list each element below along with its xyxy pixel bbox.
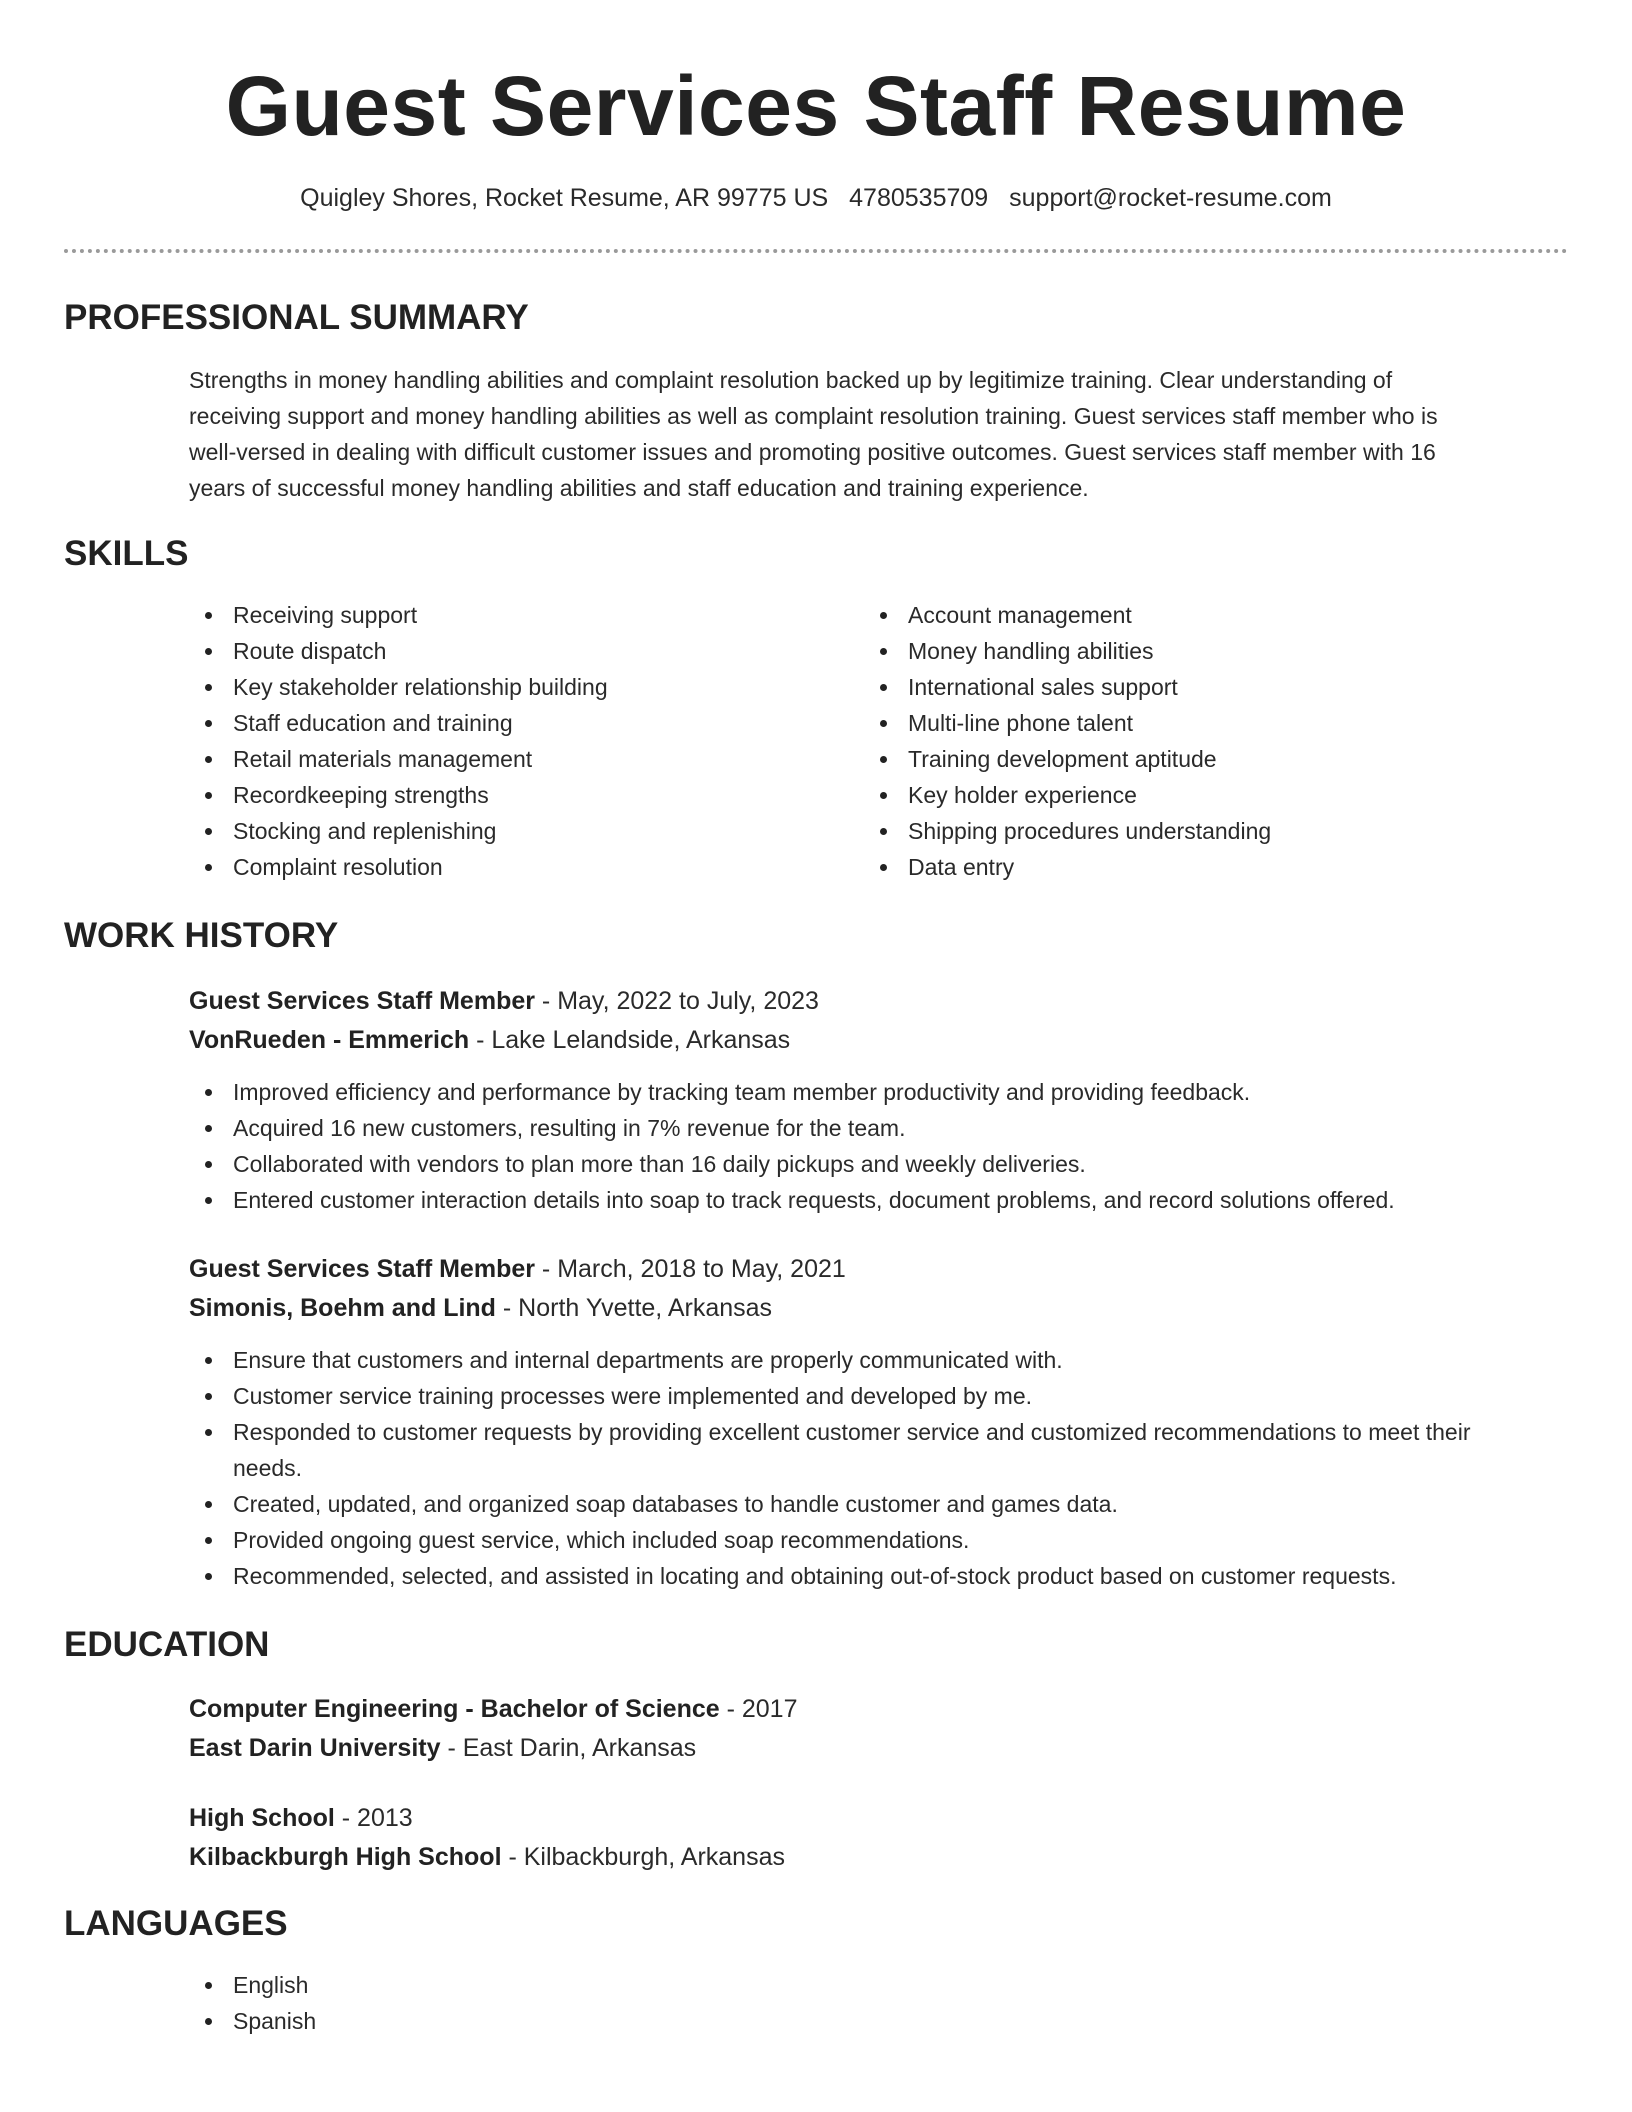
contact-phone: 4780535709: [849, 184, 989, 212]
job-dates: - March, 2018 to May, 2021: [534, 1255, 846, 1283]
education-degree: Computer Engineering - Bachelor of Science: [189, 1695, 720, 1723]
skill-item: Shipping procedures understanding: [864, 813, 1544, 849]
skill-item: Multi-line phone talent: [864, 705, 1544, 741]
skills-list-left: [189, 597, 829, 885]
education-year: - 2013: [334, 1804, 413, 1832]
skill-item: Receiving support: [189, 597, 829, 633]
skills-list-right: [864, 597, 1544, 885]
resume-title: Guest Services Staff Resume: [225, 59, 1407, 153]
education-school-line: [189, 1729, 696, 1767]
language-item: English: [189, 1967, 789, 2003]
skill-item: Key holder experience: [864, 777, 1544, 813]
skill-item: Staff education and training: [189, 705, 829, 741]
skill-item: Data entry: [864, 849, 1544, 885]
job-title-line: [189, 982, 819, 1020]
skill-item: Training development aptitude: [864, 741, 1544, 777]
section-title-skills: SKILLS: [64, 534, 189, 573]
job-bullet: Collaborated with vendors to plan more than 16 daily pickups and weekly deliveries.: [189, 1146, 1569, 1182]
education-location: - Kilbackburgh, Arkansas: [501, 1843, 785, 1871]
job-dates: - May, 2022 to July, 2023: [534, 987, 819, 1015]
job-bullet: Recommended, selected, and assisted in locating and obtaining out-of-stock product based on customer requests.: [189, 1558, 1519, 1594]
skill-item: Route dispatch: [189, 633, 829, 669]
job-location: - Lake Lelandside, Arkansas: [469, 1026, 791, 1054]
job-role: Guest Services Staff Member: [189, 987, 535, 1015]
summary-text: [189, 362, 1569, 506]
contact-line: [0, 180, 1632, 216]
education-location: - East Darin, Arkansas: [440, 1734, 697, 1762]
job-bullets: [189, 1074, 1569, 1218]
skill-item: Complaint resolution: [189, 849, 829, 885]
job-company-line: [189, 1289, 772, 1327]
education-school: Kilbackburgh High School: [189, 1843, 502, 1871]
skill-item: International sales support: [864, 669, 1544, 705]
section-title-work-history: WORK HISTORY: [64, 916, 339, 955]
summary-line: receiving support and money handling abilities as well as complaint resolution training. Guest services staff member who is: [189, 403, 1438, 429]
summary-line: well-versed in dealing with difficult customer issues and promoting positive outcomes. Guest services staff member with 16: [189, 439, 1436, 465]
section-title-summary: PROFESSIONAL SUMMARY: [64, 298, 529, 337]
skill-item: Stocking and replenishing: [189, 813, 829, 849]
education-degree-line: [189, 1690, 798, 1728]
summary-line: Strengths in money handling abilities and complaint resolution backed up by legitimize training. Clear understanding of: [189, 367, 1393, 393]
skill-item: Account management: [864, 597, 1544, 633]
skill-item: Key stakeholder relationship building: [189, 669, 829, 705]
header-divider: [64, 249, 1568, 253]
job-company: VonRueden - Emmerich: [189, 1026, 470, 1054]
language-item: Spanish: [189, 2003, 789, 2039]
job-bullet: Entered customer interaction details into soap to track requests, document problems, and record solutions offered.: [189, 1182, 1569, 1218]
job-bullet: Created, updated, and organized soap databases to handle customer and games data.: [189, 1486, 1519, 1522]
languages-list: [189, 1967, 789, 2039]
job-bullets: [189, 1342, 1519, 1594]
education-year: - 2017: [719, 1695, 798, 1723]
skill-item: Recordkeeping strengths: [189, 777, 829, 813]
job-bullet: Acquired 16 new customers, resulting in 7% revenue for the team.: [189, 1110, 1569, 1146]
job-company-line: [189, 1021, 790, 1059]
skill-item: Retail materials management: [189, 741, 829, 777]
summary-line: years of successful money handling abilities and staff education and training experience.: [189, 475, 1089, 501]
education-degree: High School: [189, 1804, 335, 1832]
section-title-education: EDUCATION: [64, 1625, 270, 1664]
job-bullet: Responded to customer requests by providing excellent customer service and customized recommendations to meet their needs.: [189, 1414, 1519, 1486]
education-school: East Darin University: [189, 1734, 441, 1762]
job-role: Guest Services Staff Member: [189, 1255, 535, 1283]
section-title-languages: LANGUAGES: [64, 1904, 288, 1943]
contact-email: support@rocket-resume.com: [1009, 184, 1332, 212]
contact-address: Quigley Shores, Rocket Resume, AR 99775 US: [300, 184, 829, 212]
job-bullet: Ensure that customers and internal departments are properly communicated with.: [189, 1342, 1519, 1378]
job-title-line: [189, 1250, 846, 1288]
education-school-line: [189, 1838, 785, 1876]
job-bullet: Customer service training processes were implemented and developed by me.: [189, 1378, 1519, 1414]
job-company: Simonis, Boehm and Lind: [189, 1294, 496, 1322]
job-location: - North Yvette, Arkansas: [495, 1294, 773, 1322]
job-bullet: Improved efficiency and performance by tracking team member productivity and providing feedback.: [189, 1074, 1569, 1110]
job-bullet: Provided ongoing guest service, which included soap recommendations.: [189, 1522, 1519, 1558]
skill-item: Money handling abilities: [864, 633, 1544, 669]
education-degree-line: [189, 1799, 413, 1837]
